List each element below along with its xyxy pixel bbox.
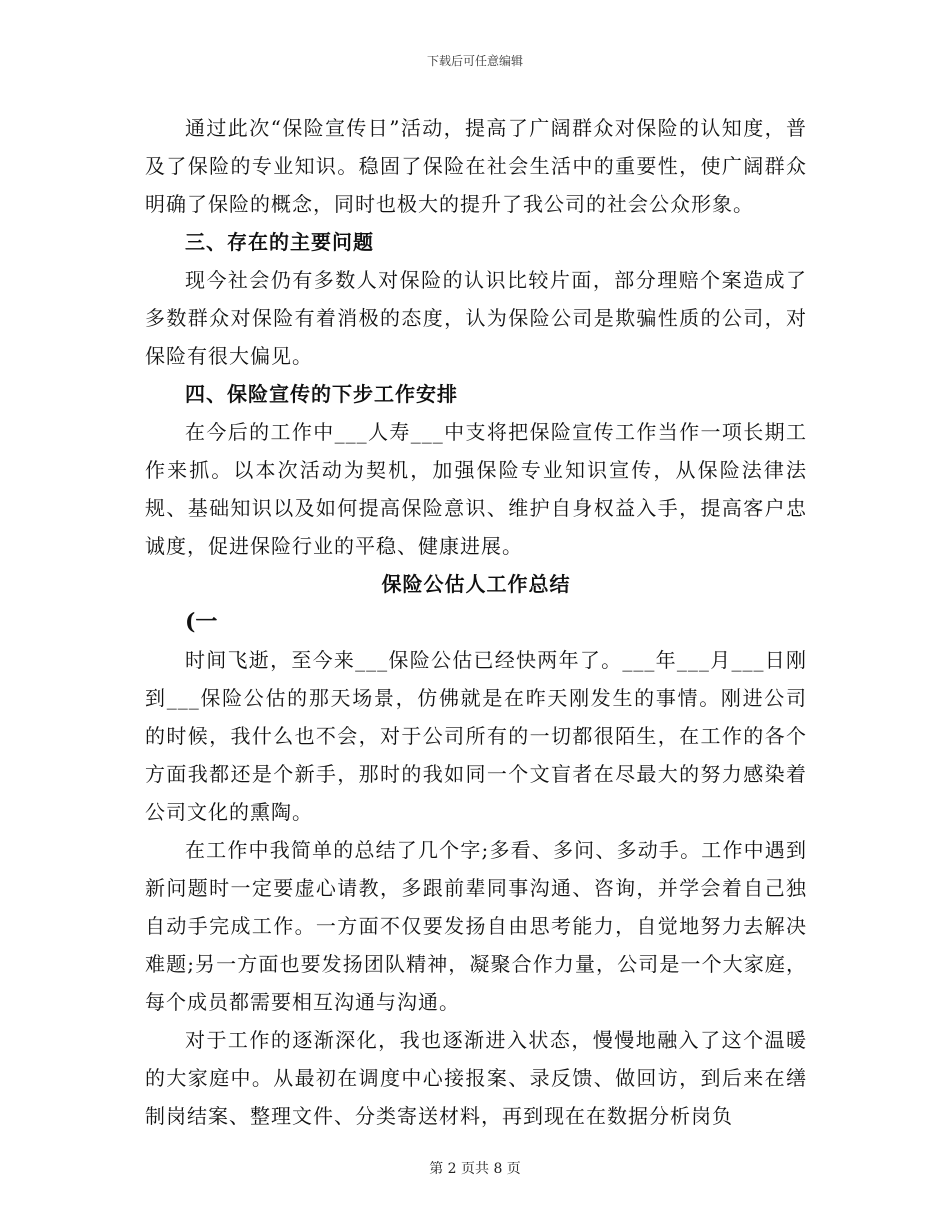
paragraph: 时间飞逝，至今来___保险公估已经快两年了。___年___月___日刚到___保险公估的那天场景，仿佛就是在昨天刚发生的事情。刚进公司的时候，我什么也不会，对于公司所有的一切都很陌生，在工作的各个方面我都还是个新手，那时的我如同一个文盲者在尽最大的努力感染着公司文化的熏陶。 [145, 648, 807, 824]
paragraph: 通过此次“保险宣传日”活动，提高了广阔群众对保险的认知度，普及了保险的专业知识。稳固了保险在社会生活中的重要性，使广阔群众明确了保险的概念，同时也极大的提升了我公司的社会公众形象。 [145, 116, 807, 216]
paragraph: 对于工作的逐渐深化，我也逐渐进入状态，慢慢地融入了这个温暖的大家庭中。从最初在调度中心接报案、录反馈、做回访，到后来在缮制岗结案、整理文件、分类寄送材料，再到现在在数据分析岗负 [145, 1028, 807, 1128]
section-heading: 四、保险宣传的下步工作安排 [185, 382, 458, 406]
paragraph: 在工作中我简单的总结了几个字;多看、多问、多动手。工作中遇到新问题时一定要虚心请教，多跟前辈同事沟通、咨询，并学会着自己独自动手完成工作。一方面不仅要发扬自由思考能力，自觉地努力去解决难题;另一方面也要发扬团队精神，凝聚合作力量，公司是一个大家庭，每个成员都需要相互沟通与沟通。 [145, 838, 807, 1014]
subsection-marker: (一 [185, 609, 218, 635]
paragraph: 在今后的工作中___人寿___中支将把保险宣传工作当作一项长期工作来抓。以本次活动为契机，加强保险专业知识宣传，从保险法律法规、基础知识以及如何提高保险意识、维护自身权益入手，提高客户忠诚度，促进保险行业的平稳、健康进展。 [145, 420, 807, 558]
paragraph: 现今社会仍有多数人对保险的认识比较片面，部分理赔个案造成了多数群众对保险有着消极的态度，认为保险公司是欺骗性质的公司，对保险有很大偏见。 [145, 268, 807, 368]
document-body [145, 109, 807, 1135]
document-title: 保险公估人工作总结 [381, 572, 571, 596]
page-header: 下载后可任意编辑 [426, 54, 523, 68]
section-heading: 三、存在的主要问题 [185, 230, 374, 254]
page-footer: 第 2 页共 8 页 [429, 1161, 521, 1177]
